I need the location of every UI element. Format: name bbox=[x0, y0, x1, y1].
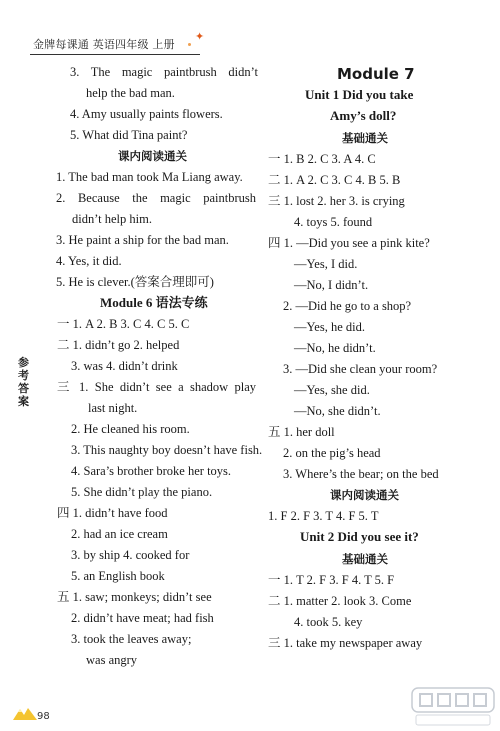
left-column-line: 5. What did Tina paint? bbox=[70, 128, 188, 142]
left-column-line: didn’t help him. bbox=[72, 212, 152, 226]
right-column-line: 基础通关 bbox=[342, 131, 388, 145]
left-column-line: 3. The magic paintbrush didn’t bbox=[70, 65, 258, 79]
right-column-line: 2. on the pig’s head bbox=[283, 446, 381, 460]
left-column-line: last night. bbox=[88, 401, 138, 415]
left-column-line: 5. She didn’t play the piano. bbox=[71, 485, 213, 499]
left-column-line: 1. The bad man took Ma Liang away. bbox=[56, 170, 243, 184]
decorative-dot bbox=[188, 43, 191, 46]
left-column-line: 课内阅读通关 bbox=[118, 149, 187, 163]
left-column-line: 3. took the leaves away; bbox=[71, 632, 192, 646]
right-column-line: 一 1. T 2. F 3. F 4. T 5. F bbox=[268, 573, 395, 587]
right-column-line: —Yes, I did. bbox=[294, 257, 358, 271]
right-column-line: 四 1. —Did you see a pink kite? bbox=[268, 236, 430, 250]
right-column-line: 二 1. A 2. C 3. C 4. B 5. B bbox=[268, 173, 401, 187]
right-column-line: 3. —Did she clean your room? bbox=[283, 362, 438, 376]
left-column-line: 三 1. She didn’t see a shadow play bbox=[57, 380, 256, 394]
right-column-line: 1. F 2. F 3. T 4. F 5. T bbox=[268, 509, 379, 523]
right-column-line: —Yes, he did. bbox=[294, 320, 365, 334]
left-column-line: 3. by ship 4. cooked for bbox=[71, 548, 190, 562]
right-column-line: 3. Where’s the bear; on the bed bbox=[283, 467, 439, 481]
header-title: 金牌每课通 英语四年级 上册 bbox=[33, 38, 175, 51]
right-column-line: 基础通关 bbox=[342, 552, 388, 566]
left-column-line: 2. had an ice cream bbox=[71, 527, 168, 541]
right-column-line: 五 1. her doll bbox=[268, 425, 335, 439]
left-column-line: 2. Because the magic paintbrush bbox=[56, 191, 256, 205]
left-column-line: 5. He is clever.(答案合理即可) bbox=[56, 275, 214, 289]
right-column-line: Amy’s doll? bbox=[330, 108, 397, 123]
right-column-line: Unit 1 Did you take bbox=[305, 87, 414, 102]
left-column-line: 3. was 4. didn’t drink bbox=[71, 359, 178, 373]
left-column-line: 五 1. saw; monkeys; didn’t see bbox=[57, 590, 212, 604]
page-number: 98 bbox=[37, 711, 50, 722]
right-column-line: 4. took 5. key bbox=[294, 615, 363, 629]
left-column-line: 4. Yes, it did. bbox=[56, 254, 122, 268]
left-column-line: 四 1. didn’t have food bbox=[57, 506, 168, 520]
left-column-line: 5. an English book bbox=[71, 569, 165, 583]
right-column-line: —Yes, she did. bbox=[294, 383, 370, 397]
right-column-line: 一 1. B 2. C 3. A 4. C bbox=[268, 152, 376, 166]
left-column-line: 2. He cleaned his room. bbox=[71, 422, 190, 436]
header-rule bbox=[30, 54, 200, 55]
left-column-line: 4. Sara’s brother broke her toys. bbox=[71, 464, 232, 478]
left-column-line: was angry bbox=[86, 653, 138, 667]
right-column-line: 2. —Did he go to a shop? bbox=[283, 299, 412, 313]
right-column-line: Module 7 bbox=[337, 65, 415, 83]
right-column-line: 课内阅读通关 bbox=[330, 488, 399, 502]
left-column-line: help the bad man. bbox=[86, 86, 175, 100]
right-column-line: Unit 2 Did you see it? bbox=[300, 529, 419, 544]
left-column-line: Module 6 语法专练 bbox=[100, 295, 208, 310]
right-column-line: —No, I didn’t. bbox=[294, 278, 369, 292]
left-column-line: 3. He paint a ship for the bad man. bbox=[56, 233, 229, 247]
left-column-line: 3. This naughty boy doesn’t have fish. bbox=[71, 443, 263, 457]
left-column-line: 二 1. didn’t go 2. helped bbox=[57, 338, 180, 352]
right-column-line: 三 1. lost 2. her 3. is crying bbox=[268, 194, 405, 208]
left-column-line: 4. Amy usually paints flowers. bbox=[70, 107, 223, 121]
right-column-line: 二 1. matter 2. look 3. Come bbox=[268, 594, 412, 608]
mountain-icon bbox=[13, 706, 37, 720]
side-label: 参考答案 bbox=[18, 356, 29, 408]
right-column-line: 三 1. take my newspaper away bbox=[268, 636, 423, 650]
right-column-line: —No, he didn’t. bbox=[294, 341, 376, 355]
sparkle-icon: ✦ bbox=[195, 31, 205, 43]
watermark-logo-icon bbox=[410, 684, 496, 728]
left-column-line: 2. didn’t have meat; had fish bbox=[71, 611, 214, 625]
left-column-line: 一 1. A 2. B 3. C 4. C 5. C bbox=[57, 317, 190, 331]
right-column-line: 4. toys 5. found bbox=[294, 215, 373, 229]
right-column-line: —No, she didn’t. bbox=[294, 404, 381, 418]
